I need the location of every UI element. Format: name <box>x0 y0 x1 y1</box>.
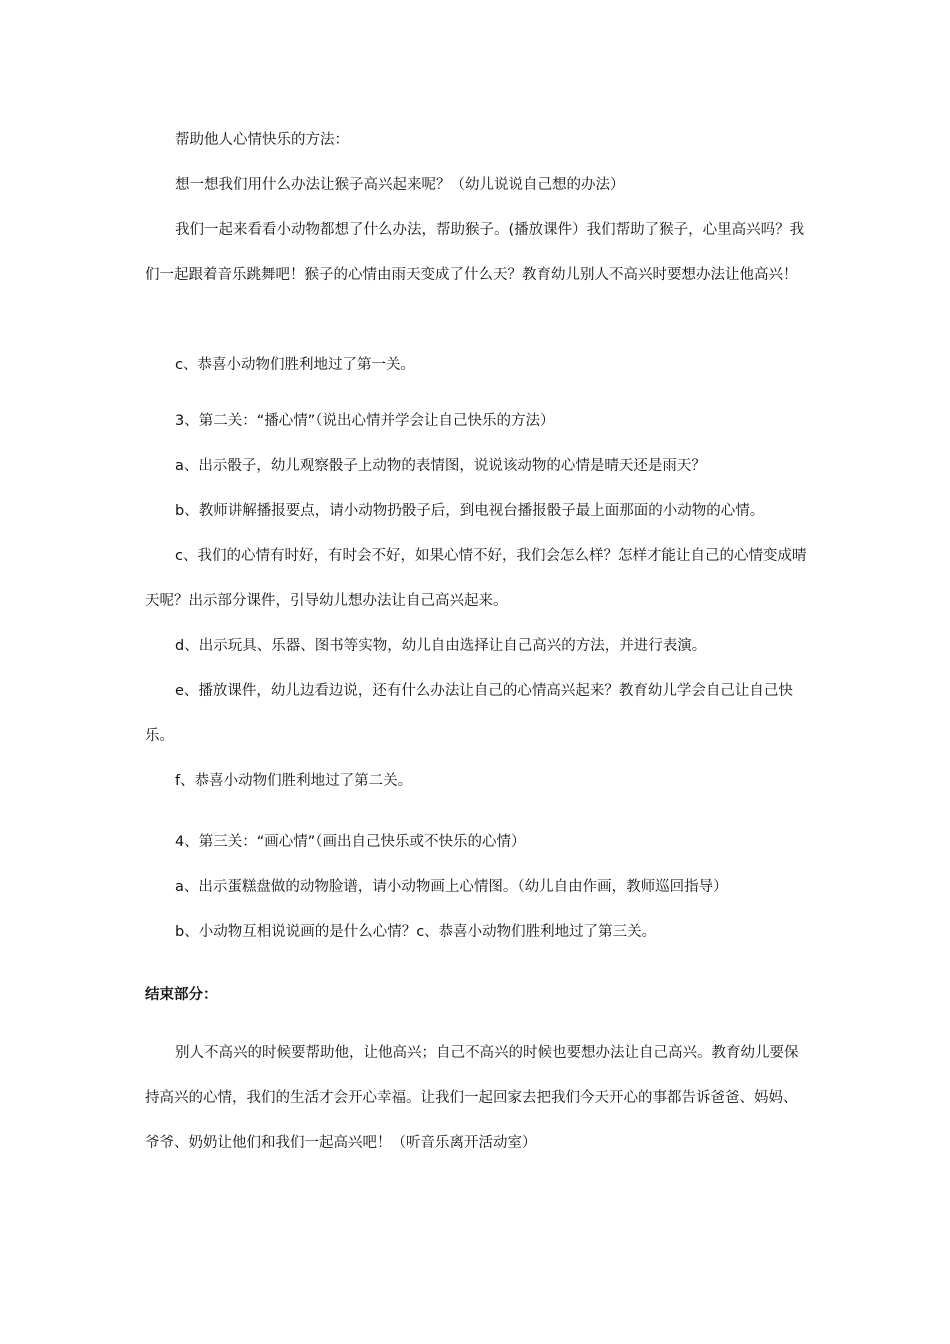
paragraph-think-question: 想一想我们用什么办法让猴子高兴起来呢？（幼儿说说自己想的办法） <box>175 177 625 193</box>
closing-paragraph: 别人不高兴的时候要帮助他，让他高兴；自己不高兴的时候也要想办法让自己高兴。教育幼儿要保持高兴的心情，我们的生活才会开心幸福。让我们一起回家去把我们今天开心的事都告诉爸爸、妈妈、爷爷、奶奶让他们和我们一起高兴吧！（听音乐离开活动室） <box>145 1045 799 1151</box>
paragraph-second-d: d、出示玩具、乐器、图书等实物，幼儿自由选择让自己高兴的方法，并进行表演。 <box>175 638 707 654</box>
paragraph-second-level-done: f、恭喜小动物们胜利地过了第二关。 <box>175 773 413 789</box>
paragraph-helping-methods: 帮助他人心情快乐的方法： <box>175 132 349 148</box>
paragraph-first-level-done: c、恭喜小动物们胜利地过了第一关。 <box>175 357 415 373</box>
paragraph-third-level-title: 4、第三关：“画心情”（画出自己快乐或不快乐的心情） <box>175 834 526 850</box>
paragraph-second-level-title: 3、第二关：“播心情”（说出心情并学会让自己快乐的方法） <box>175 413 555 429</box>
paragraph-second-c: c、我们的心情有时好，有时会不好，如果心情不好，我们会怎么样？怎样才能让自己的心情变成晴天呢？出示部分课件，引导幼儿想办法让自己高兴起来。 <box>145 548 807 609</box>
paragraph-watch-courseware: 我们一起来看看小动物都想了什么办法，帮助猴子。(播放课件）我们帮助了猴子，心里高兴吗？我们一起跟着音乐跳舞吧！猴子的心情由雨天变成了什么天？教育幼儿别人不高兴时要想办法让他高兴！ <box>145 222 805 283</box>
paragraph-third-b: b、小动物互相说说画的是什么心情？c、恭喜小动物们胜利地过了第三关。 <box>175 924 657 940</box>
paragraph-second-b: b、教师讲解播报要点，请小动物扔骰子后，到电视台播报骰子最上面那面的小动物的心情。 <box>175 503 765 519</box>
paragraph-second-a: a、出示骰子，幼儿观察骰子上动物的表情图，说说该动物的心情是晴天还是雨天？ <box>175 458 706 474</box>
paragraph-second-e: e、播放课件，幼儿边看边说，还有什么办法让自己的心情高兴起来？教育幼儿学会自己让自己快乐。 <box>145 683 793 744</box>
paragraph-third-a: a、出示蛋糕盘做的动物脸谱，请小动物画上心情图。（幼儿自由作画，教师巡回指导） <box>175 879 728 895</box>
closing-heading: 结束部分： <box>145 987 218 1003</box>
